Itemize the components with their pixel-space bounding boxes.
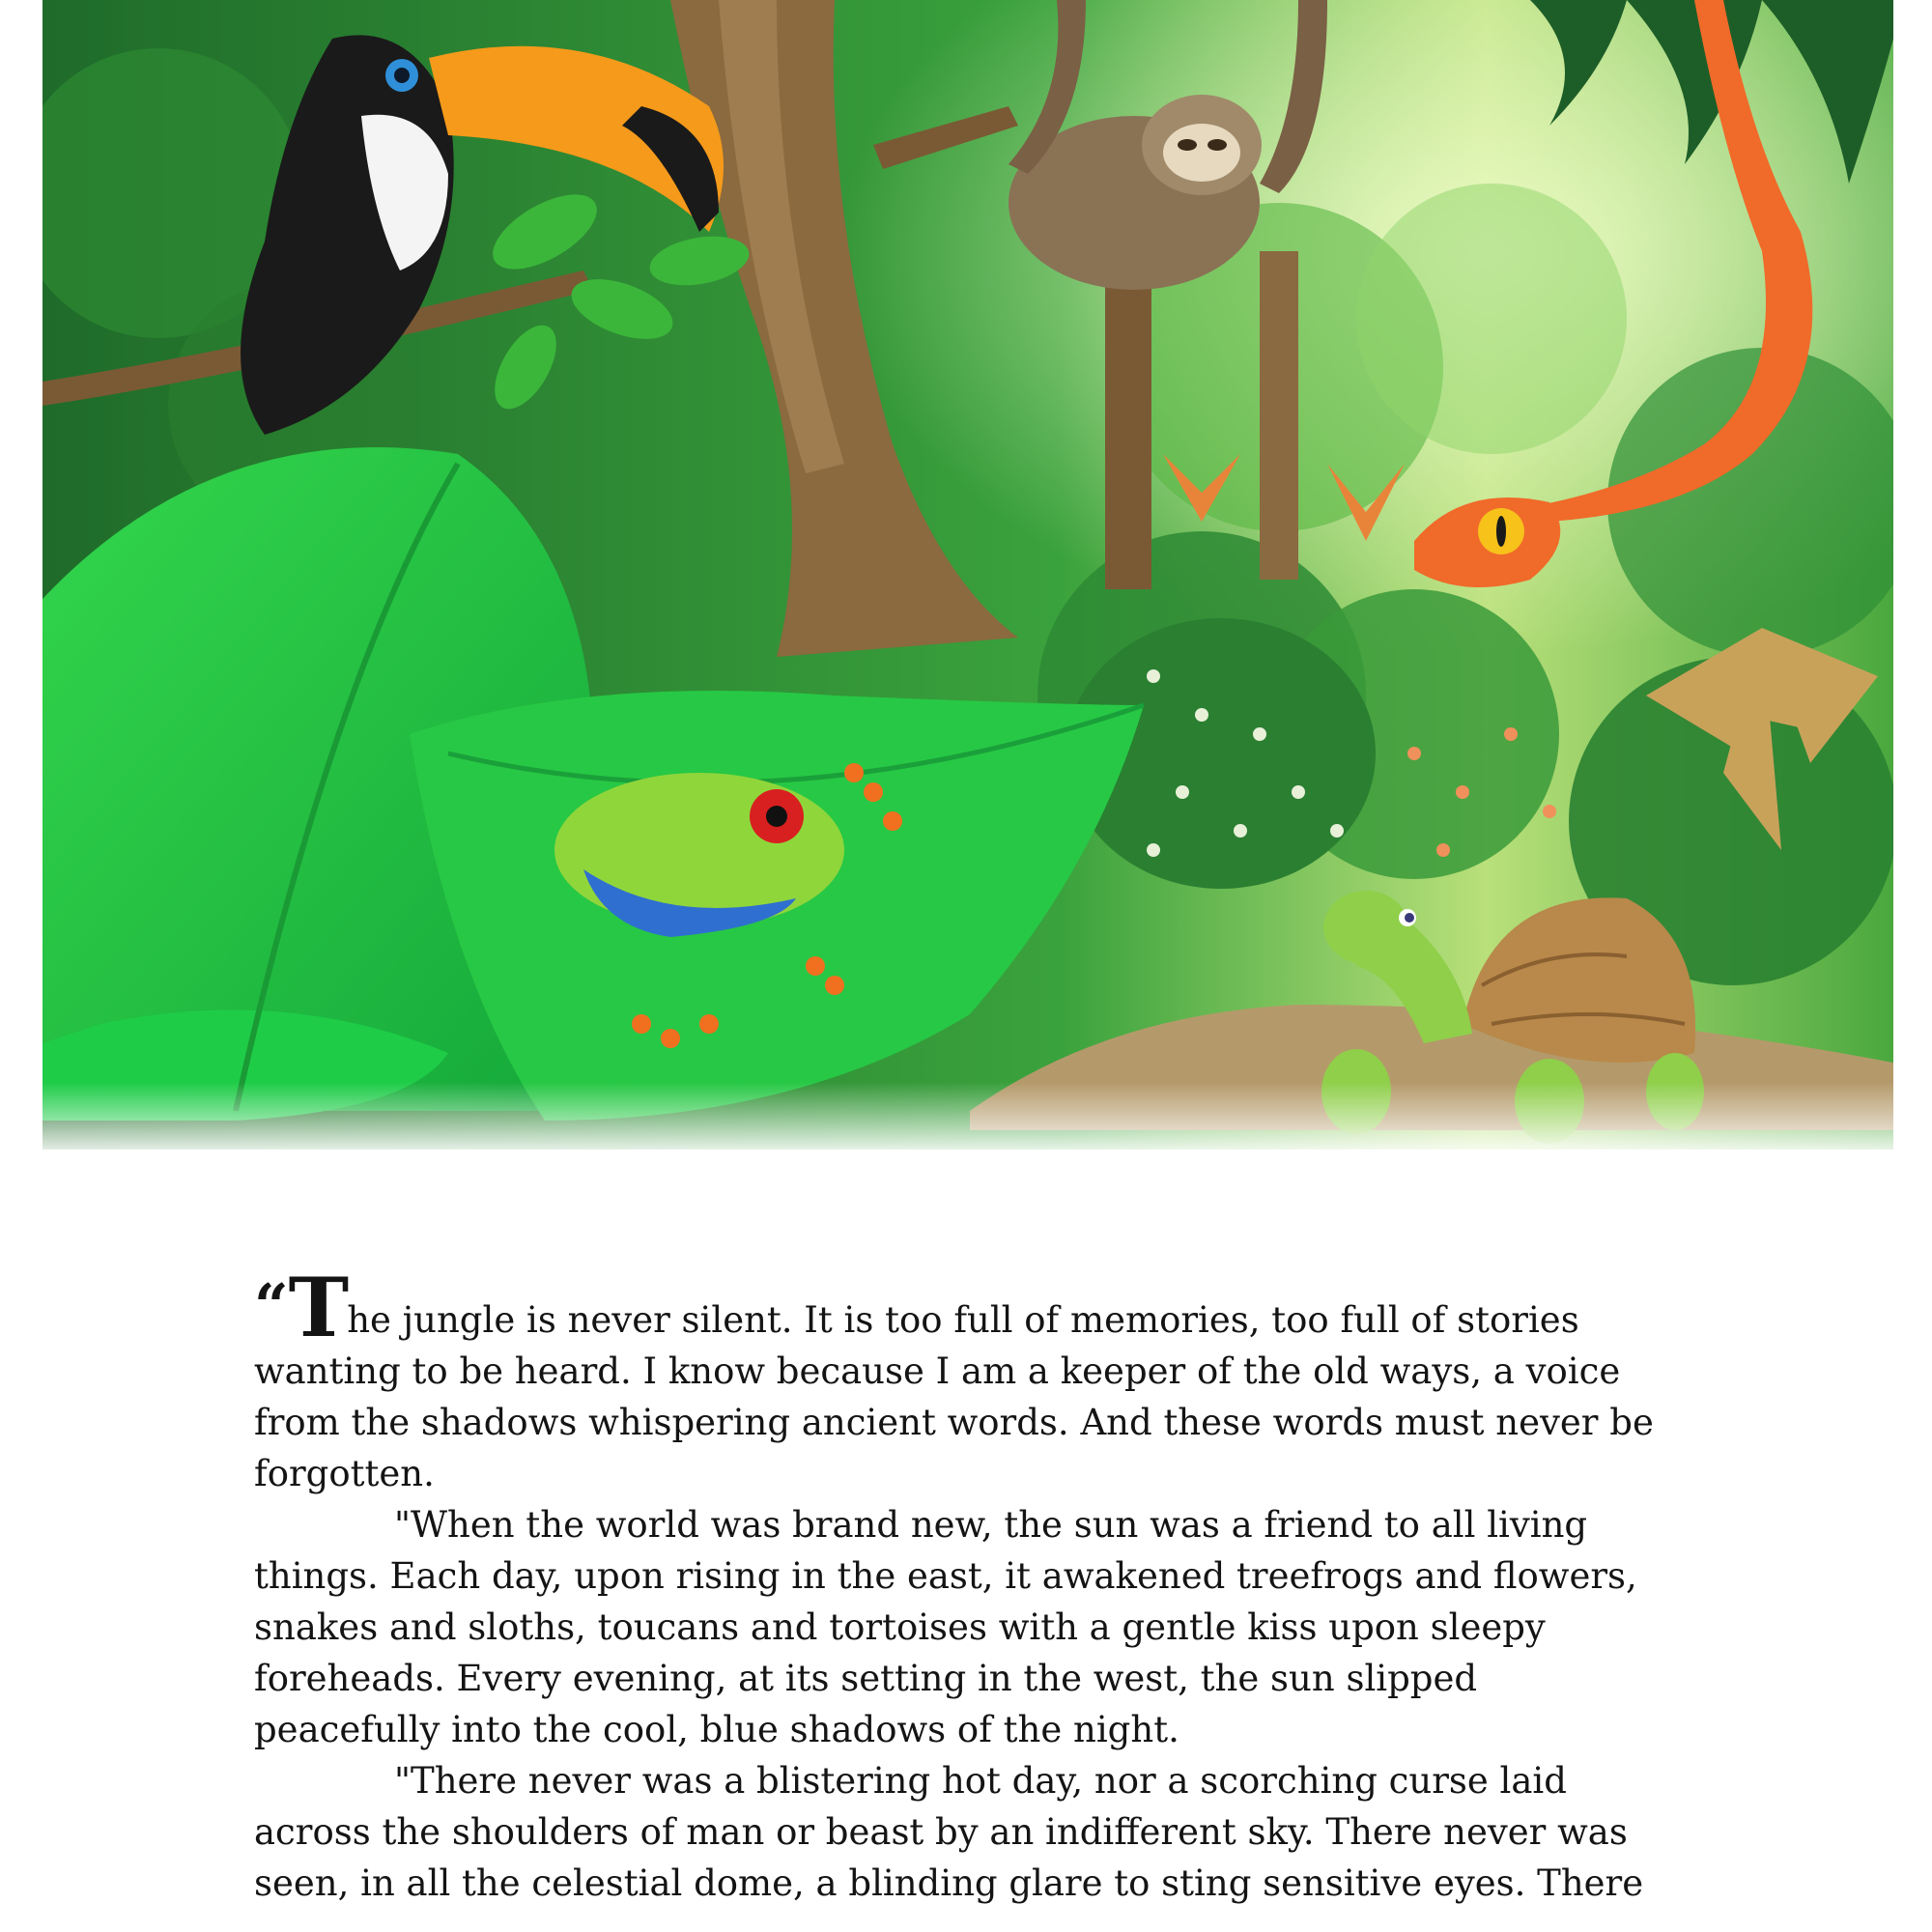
jungle-illustration — [43, 0, 1893, 1159]
story-paragraph-2: "When the world was brand new, the sun was a friend to all living things. Each day, upon rising in the east, it awakened treefrogs and flowers, snakes and sloths, toucans and tortoises with a gentle kiss upon sleepy foreheads. Every evening, at its setting in the west, the sun slipped peacefully into the cool, blue shadows of the night. — [254, 1504, 1637, 1750]
illustration-fade — [43, 1082, 1893, 1159]
story-paragraph-1 — [254, 1260, 1664, 1499]
story-text — [254, 1260, 1664, 1909]
dropcap-quote: “ — [254, 1270, 289, 1341]
dropcap-letter: T — [288, 1260, 348, 1355]
story-paragraph-3: "There never was a blistering hot day, nor a scorching curse laid across the shoulders of man or beast by an indifferent sky. There never was seen, in all the celestial dome, a blinding glare to sting sensitive eyes. There — [254, 1760, 1644, 1904]
story-paragraph-1-text: he jungle is never silent. It is too full of memories, too full of stories wanting to be heard. I know because I am a keeper of the old ways, a voice from the shadows whispering ancient words. And these words must never be forgotten. — [254, 1299, 1654, 1494]
